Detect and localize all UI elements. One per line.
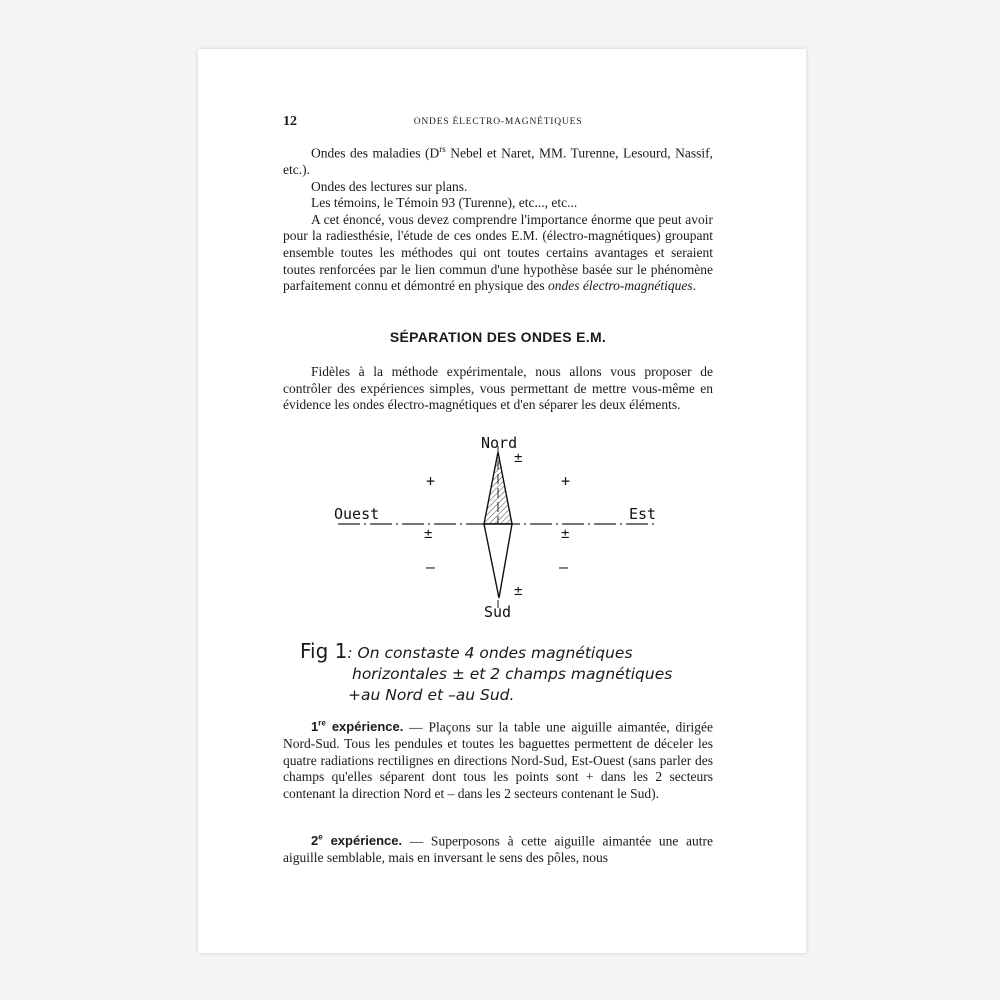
- compass-diagram: [328, 430, 668, 625]
- page-header: [283, 114, 713, 134]
- pm-south: ±: [514, 583, 523, 599]
- label-north: Nord: [481, 434, 518, 452]
- experience-1-label: 1re expérience.: [311, 719, 404, 735]
- label-south: Sud: [484, 603, 512, 621]
- plus-northeast: +: [561, 472, 571, 490]
- experience-1-paragraph: 1re expérience. — Plaçons sur la table une aiguille aimantée, dirigée Nord-Sud. Tous les pendules et toutes les baguettes permettent de déceler les quatre radiations rectilignes en directions Nord-Sud, Est-Ouest (sans parler des champs qu'elles séparent dont tous les points sont + dans les 2 secteurs contenant la direction Nord et – dans les 2 secteurs contenant le Sud).: [283, 719, 714, 801]
- experience-2-label: 2e expérience.: [311, 833, 403, 849]
- pm-north: ±: [514, 450, 523, 466]
- minus-southwest: –: [426, 558, 436, 576]
- needle-north-half: [484, 452, 512, 524]
- list-item: Les témoins, le Témoin 93 (Turenne), etc..., etc...: [311, 195, 578, 211]
- experience-2-paragraph: 2e expérience. — Superposons à cette aiguille aimantée une autre aiguille semblable, mais en inversant le sens des pôles, nous: [283, 833, 713, 865]
- label-east: Est: [629, 505, 657, 523]
- page-number: 12: [283, 114, 297, 129]
- label-west: Ouest: [334, 505, 380, 523]
- running-title: ONDES ÉLECTRO-MAGNÉTIQUES: [413, 117, 583, 127]
- plus-northwest: +: [426, 472, 436, 490]
- pm-west: ±: [424, 526, 433, 542]
- figure-caption: Fig 1: On constaste 4 ondes magnétiques horizontales ± et 2 champs magnétiques +au Nord et –au Sud.: [300, 639, 673, 704]
- body-text-top: [283, 141, 713, 295]
- pm-east: ±: [561, 526, 570, 542]
- figure-label: Fig 1: [300, 639, 348, 663]
- section-paragraph: Fidèles à la méthode expérimentale, nous allons vous proposer de contrôler des expériences simples, vous permettant de mettre vous-même en évidence les ondes électro-magnétiques et d'en séparer les deux éléments.: [283, 364, 713, 413]
- list-item: Ondes des maladies ($D^{rs}$ Nebel et Naret, MM. Turenne, Lesourd, Nassif, etc.).: [283, 144, 713, 178]
- intro-paragraph: A cet énoncé, vous devez comprendre l'importance énorme que peut avoir pour la radiesthésie, l'étude de ces ondes E.M. (électro-magnétiques) groupant ensemble toutes les méthodes qui ont toutes certains avantages et seraient toutes renforcées par le lien commun d'une hypothèse basée sur le phénomène parfaitement connu et démontré en physique des ondes électro-magnétiques.: [283, 211, 713, 294]
- list-item: Ondes des lectures sur plans.: [311, 178, 468, 194]
- minus-southeast: –: [559, 558, 569, 576]
- section-title: SÉPARATION DES ONDES E.M.: [389, 329, 607, 345]
- needle-south-half: [484, 524, 512, 598]
